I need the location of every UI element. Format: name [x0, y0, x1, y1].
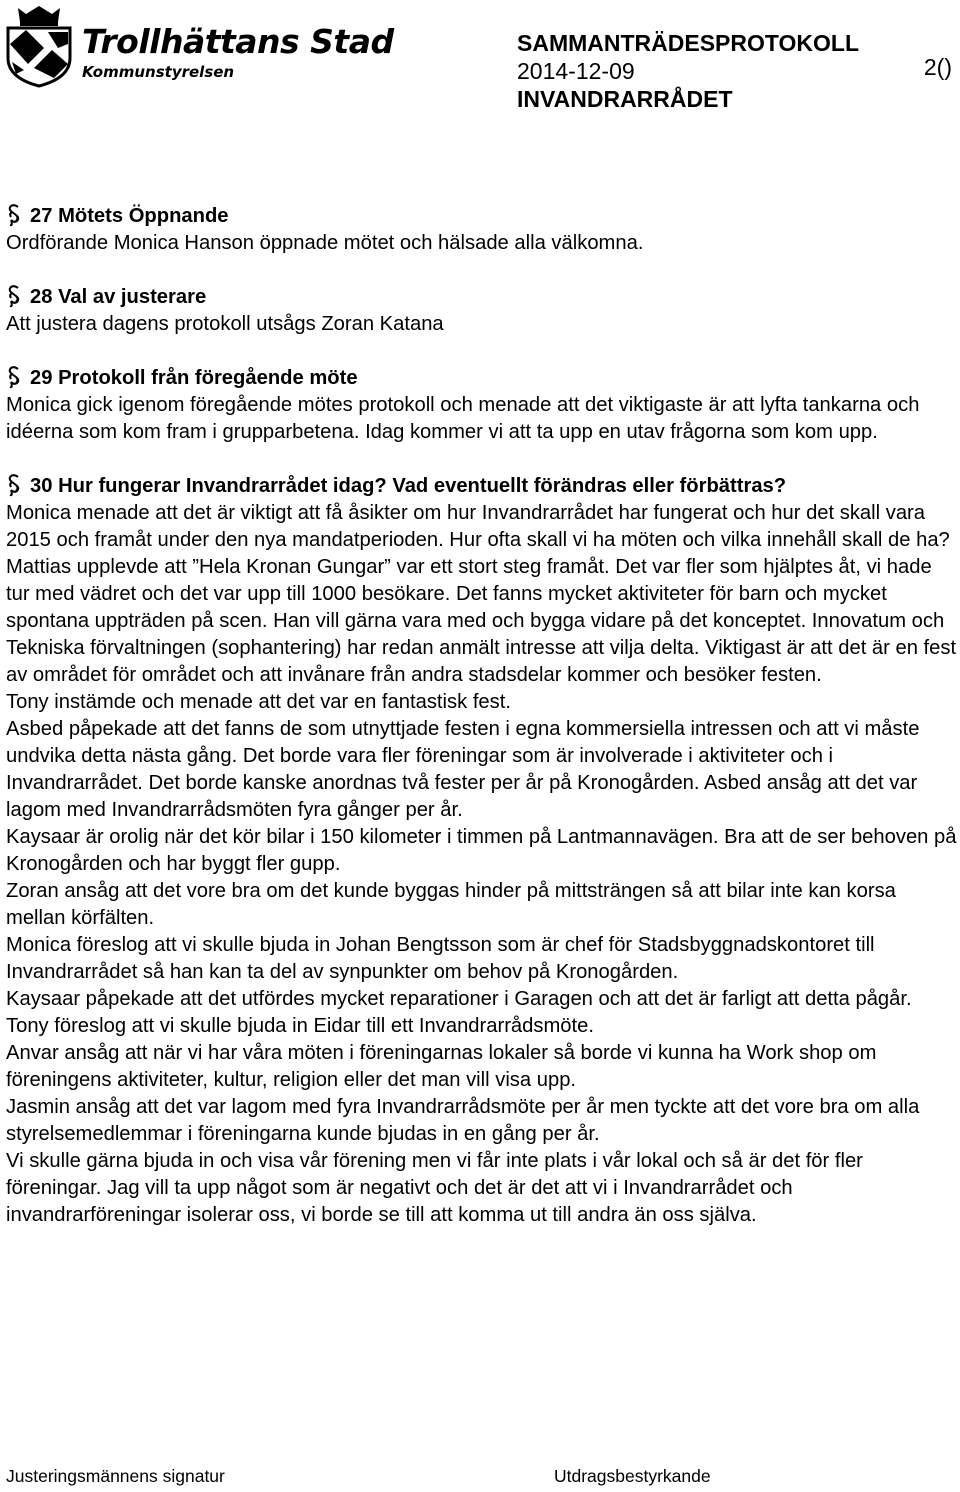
- document-date: 2014-12-09: [517, 58, 635, 84]
- paragraph: Anvar ansåg att när vi har våra möten i föreningarnas lokaler så borde vi kunna ha Work shop om föreningens aktiviteter, kultur, religion eller det man vill visa upp.: [6, 1042, 877, 1091]
- paragraph: Zoran ansåg att det vore bra om det kunde byggas hinder på mittsträngen så att bilar inte kan korsa mellan körfälten.: [6, 880, 896, 929]
- document-type: SAMMANTRÄDESPROTOKOLL: [517, 30, 860, 56]
- organization-block: [82, 24, 394, 82]
- organization-name: Trollhättans Stad: [82, 22, 394, 61]
- section-heading: [6, 473, 960, 500]
- paragraph: Asbed påpekade att det fanns de som utnyttjade festen i egna kommersiella intressen och att vi måste undvika detta nästa gång. Det borde vara fler föreningar som är involverade i aktiviteter och i Invandrarrådet. Det borde kanske anordnas två fester per år på Kronogården. Asbed ansåg att det var lagom med Invandrarrådsmöten fyra gånger per år.: [6, 718, 920, 821]
- section-body: Monica gick igenom föregående mötes protokoll och menade att det viktigaste är att lyfta tankarna och idéerna som kom fram i grupparbetena. Idag kommer vi att ta upp en utav frågorna som kom upp.: [6, 394, 920, 443]
- section-28: [6, 284, 960, 338]
- paragraph: Tony föreslog att vi skulle bjuda in Eidar till ett Invandrarrådsmöte.: [6, 1015, 594, 1037]
- section-title: 27 Mötets Öppnande: [30, 205, 229, 227]
- document-content: [6, 203, 960, 1229]
- section-title: 28 Val av justerare: [30, 286, 207, 308]
- section-sign-icon: [6, 473, 26, 499]
- paragraph: Kaysaar är orolig när det kör bilar i 150 kilometer i timmen på Lantmannavägen. Bra att de ser behoven på Kronogården och har byggt fler gupp.: [6, 826, 957, 875]
- document-header: [0, 0, 960, 120]
- section-sign-icon: [6, 203, 26, 229]
- section-29: [6, 365, 960, 446]
- section-sign-icon: [6, 284, 26, 310]
- paragraph: Tony instämde och menade att det var en fantastisk fest.: [6, 691, 511, 713]
- section-heading: [6, 203, 960, 230]
- paragraph: Monica menade att det är viktigt att få åsikter om hur Invandrarrådet har fungerat och hur det skall vara 2015 och framåt under den nya mandatperioden. Hur ofta skall vi ha möten och vilka innehåll skall de ha?: [6, 502, 950, 551]
- section-body: Ordförande Monica Hanson öppnade mötet och hälsade alla välkomna.: [6, 232, 644, 254]
- section-title: 29 Protokoll från föregående möte: [30, 367, 358, 389]
- paragraph: Jasmin ansåg att det var lagom med fyra Invandrarrådsmöte per år men tyckte att det vore bra om alla styrelsemedlemmar i föreningarna kunde bjudas in en gång per år.: [6, 1096, 920, 1145]
- section-heading: [6, 284, 960, 311]
- section-heading: [6, 365, 960, 392]
- footer-signature-label: Justeringsmännens signatur: [6, 1466, 225, 1486]
- coat-of-arms-logo: [4, 4, 74, 88]
- footer-extract-label: Utdragsbestyrkande: [554, 1466, 711, 1486]
- paragraph: Kaysaar påpekade att det utfördes mycket reparationer i Garagen och att det är farligt att detta pågår.: [6, 988, 912, 1010]
- paragraph: Monica föreslog att vi skulle bjuda in Johan Bengtsson som är chef för Stadsbyggnadskontoret till Invandrarrådet så han kan ta del av synpunkter om behov på Kronogården.: [6, 934, 875, 983]
- document-body-name: INVANDRARRÅDET: [517, 86, 733, 112]
- organization-department: Kommunstyrelsen: [82, 63, 235, 81]
- document-meta: [517, 29, 859, 113]
- paragraph: Mattias upplevde att ”Hela Kronan Gungar” var ett stort steg framåt. Det var fler som hjälptes åt, vi hade tur med vädret och det var upp till 1000 besökare. Det fanns mycket aktiviteter för barn och mycket spontana uppträden på scen. Han vill gärna vara med och bygga vidare på det konceptet. Innovatum och Tekniska förvaltningen (sophantering) har redan anmält intresse att vilja delta. Viktigast är att det är en fest av området för området och att invånare från andra stadsdelar kommer och besöker festen.: [6, 556, 957, 686]
- page-number: 2(): [923, 54, 952, 80]
- section-title: 30 Hur fungerar Invandrarrådet idag?: [30, 475, 387, 497]
- section-30: [6, 473, 960, 1229]
- section-subtitle: Vad eventuellt förändras eller förbättras?: [392, 475, 787, 497]
- section-27: [6, 203, 960, 257]
- section-body: Att justera dagens protokoll utsågs Zoran Katana: [6, 313, 444, 335]
- paragraph: Vi skulle gärna bjuda in och visa vår förening men vi får inte plats i vår lokal och så är det för fler föreningar. Jag vill ta upp något som är negativt och det är det att vi i Invandrarrådet och invandrarföreningar isolerar oss, vi borde se till att komma ut till andra än oss själva.: [6, 1150, 863, 1226]
- section-sign-icon: [6, 365, 26, 391]
